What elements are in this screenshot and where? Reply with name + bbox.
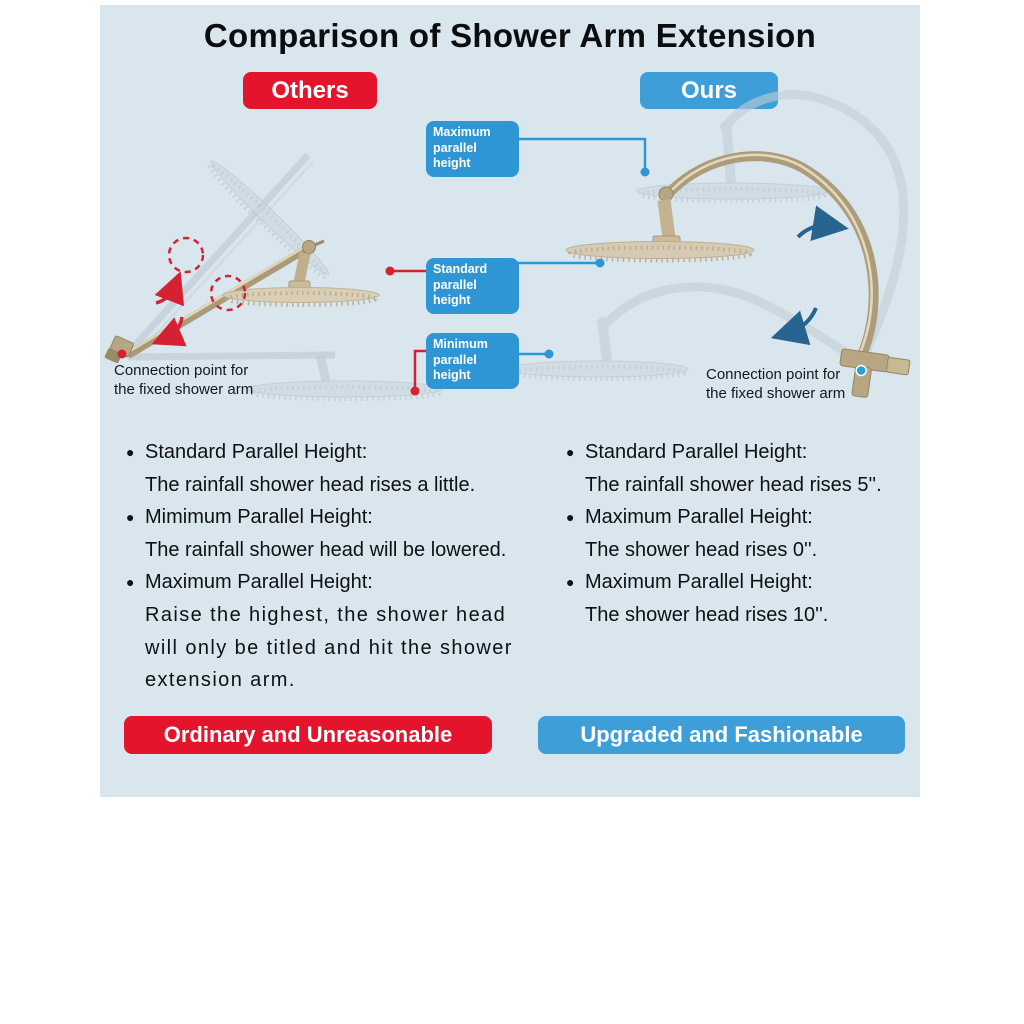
list-item-desc: The rainfall shower head will be lowered. [145,538,507,561]
list-item-heading: ● Mimimum Parallel Height: [126,501,586,534]
pivot-issue-circle-icon [169,238,203,272]
list-item-desc: The shower head rises 0''. [585,538,818,561]
ours-verdict-banner: Upgraded and Fashionable [538,716,905,754]
ours-connection-note: Connection point for the fixed shower arm [706,366,846,402]
callout-minimum-parallel-height: Minimum parallel height [426,333,519,389]
others-badge: Others [243,72,377,109]
list-item-desc: The rainfall shower head rises a little. [145,473,476,496]
page-title: Comparison of Shower Arm Extension [203,17,817,54]
ours-connection-point-dot [856,365,867,376]
list-item-desc: Raise the highest, the shower head [145,603,507,626]
list-item-heading: ● Maximum Parallel Height: [126,566,586,599]
callout-maximum-parallel-height: Maximum parallel height [426,121,519,177]
others-connection-point-dot [118,350,127,359]
list-item-heading: ● Standard Parallel Height: [126,436,586,469]
list-item-desc: will only be titled and hit the shower [145,636,513,659]
others-verdict-banner: Ordinary and Unreasonable [124,716,492,754]
list-item-heading: ● Maximum Parallel Height: [566,501,926,534]
list-item-desc: The rainfall shower head rises 5''. [585,473,882,496]
ours-badge: Ours [640,72,778,109]
list-item-desc: extension arm. [145,669,296,692]
ours-feature-list [566,436,926,632]
list-item-heading: ● Maximum Parallel Height: [566,566,926,599]
list-item-heading: ● Standard Parallel Height: [566,436,926,469]
rotation-arrow-icon [798,225,831,237]
solid-shower-head [223,288,379,306]
ours-wall-fitting [836,349,911,403]
list-item-desc: The shower head rises 10''. [585,603,829,626]
ghost-tilted-shower-head [204,156,334,282]
others-feature-list [126,436,586,697]
callout-standard-parallel-height: Standard parallel height [426,258,519,314]
infographic-panel [100,5,920,797]
ours-arm-illustration [508,95,910,403]
others-connection-note: Connection point for the fixed shower arm [114,362,254,398]
